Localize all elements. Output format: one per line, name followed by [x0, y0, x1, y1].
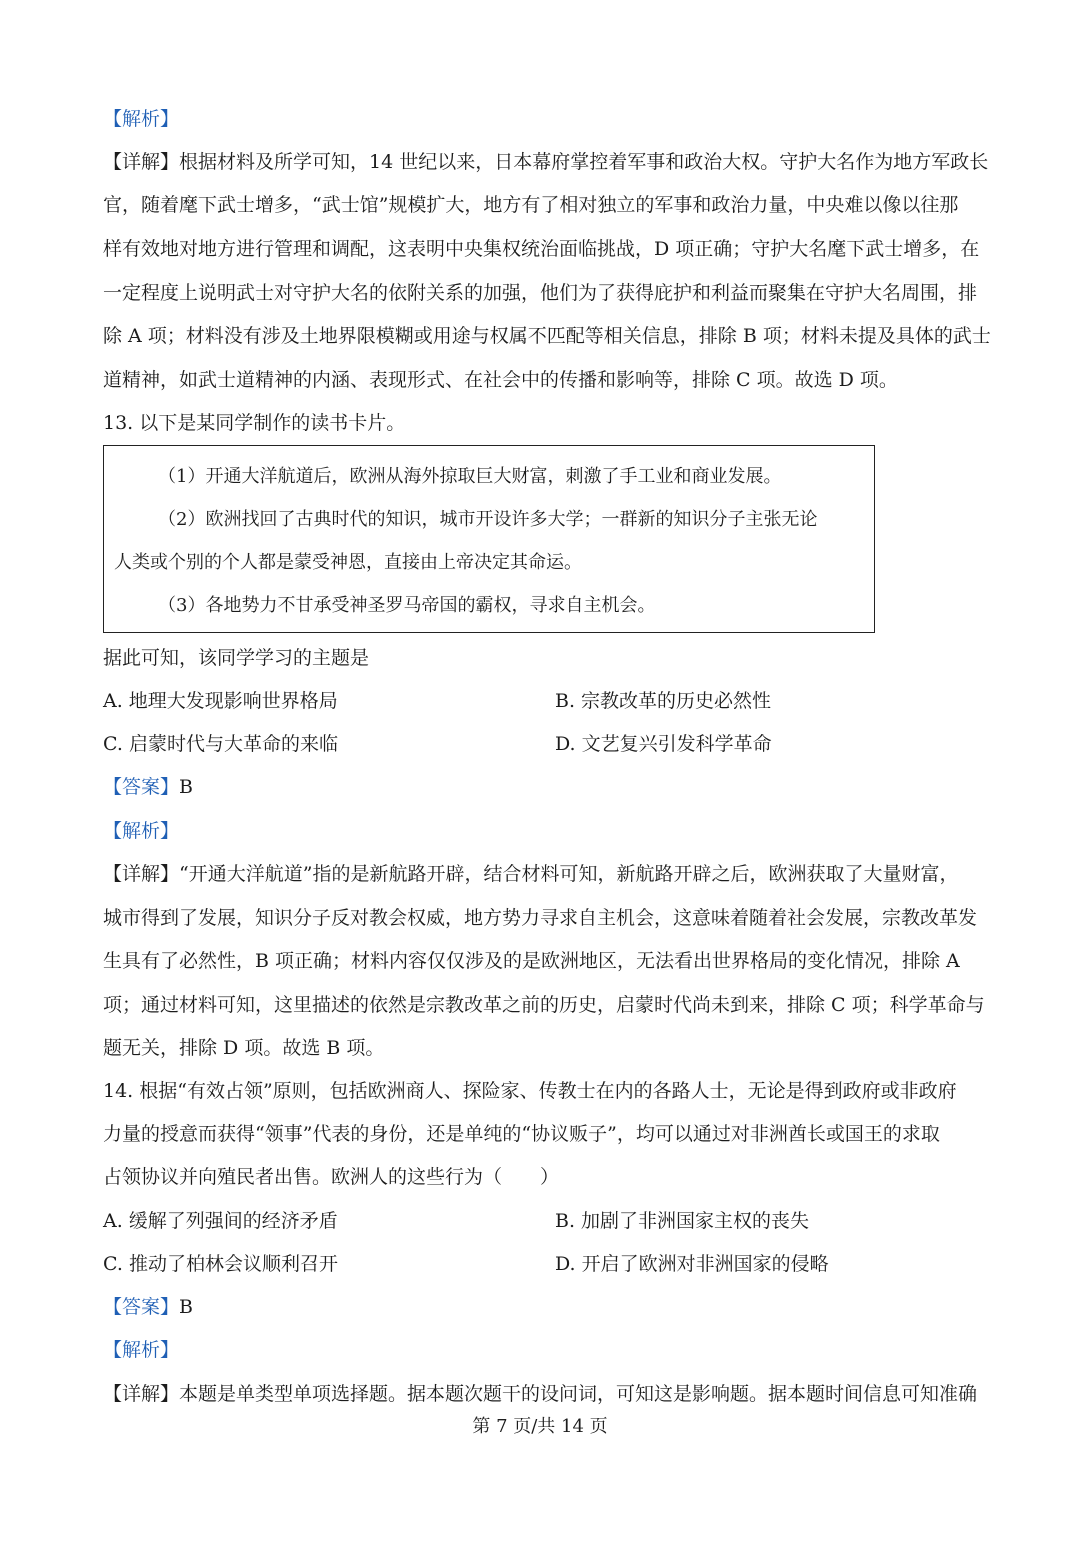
q12-detail-line-2: 官，随着麾下武士增多，“武士馆”规模扩大，地方有了相对独立的军事和政治力量，中央难以像以往那 [103, 194, 959, 216]
q13-question: 据此可知，该同学学习的主题是 [103, 647, 370, 669]
q14-answer-label: 【答案】 [103, 1296, 180, 1318]
q14-option-b: B. 加剧了非洲国家主权的丧失 [555, 1210, 810, 1232]
q12-analysis-label: 【解析】 [103, 108, 180, 130]
q12-detail-line-5: 除 A 项；材料没有涉及土地界限模糊或用途与权属不匹配等相关信息，排除 B 项；材料未提及具体的武士 [103, 325, 991, 347]
q14-stem-line-3: 占领协议并向殖民者出售。欧洲人的这些行为（ ） [103, 1166, 560, 1188]
q14-stem-line-2: 力量的授意而获得“领事”代表的身份，还是单纯的“协议贩子”，均可以通过对非洲酋长或国王的求取 [103, 1123, 940, 1145]
q13-detail-line-4: 项；通过材料可知，这里描述的依然是宗教改革之前的历史，启蒙时代尚未到来，排除 C 项；科学革命与 [103, 994, 985, 1016]
card-line-4: （3）各地势力不甘承受神圣罗马帝国的霸权，寻求自主机会。 [158, 595, 656, 616]
q13-detail-line-5: 题无关，排除 D 项。故选 B 项。 [103, 1037, 385, 1059]
card-line-3: 人类或个别的个人都是蒙受神恩，直接由上帝决定其命运。 [114, 552, 582, 573]
q14-option-d: D. 开启了欧洲对非洲国家的侵略 [555, 1253, 829, 1275]
q12-detail-line-1: 【详解】根据材料及所学可知，14 世纪以来，日本幕府掌控着军事和政治大权。守护大名作为地方军政长 [103, 151, 989, 173]
q13-answer [103, 774, 1003, 800]
q13-answer-label: 【答案】 [103, 776, 180, 798]
q13-detail-line-2: 城市得到了发展，知识分子反对教会权威，地方势力寻求自主机会，这意味着随着社会发展，宗教改革发 [103, 907, 978, 929]
q13-answer-value: B [179, 776, 193, 798]
q14-answer [103, 1294, 1003, 1320]
q13-analysis-label: 【解析】 [103, 820, 180, 842]
card-line-2: （2）欧洲找回了古典时代的知识，城市开设许多大学；一群新的知识分子主张无论 [158, 509, 818, 530]
q14-option-a: A. 缓解了列强间的经济矛盾 [103, 1210, 338, 1232]
reading-card [103, 445, 875, 633]
q13-option-c: C. 启蒙时代与大革命的来临 [103, 733, 338, 755]
q14-option-c: C. 推动了柏林会议顺利召开 [103, 1253, 338, 1275]
q14-analysis-label: 【解析】 [103, 1339, 180, 1361]
q12-detail-line-3: 样有效地对地方进行管理和调配，这表明中央集权统治面临挑战，D 项正确；守护大名麾下武士增多，在 [103, 238, 980, 260]
q13-detail-line-3: 生具有了必然性，B 项正确；材料内容仅仅涉及的是欧洲地区，无法看出世界格局的变化情况，排除 A [103, 950, 960, 972]
q14-stem-line-1: 14. 根据“有效占领”原则，包括欧洲商人、探险家、传教士在内的各路人士，无论是得到政府或非政府 [103, 1080, 957, 1102]
q14-detail-label: 【详解】 [103, 1383, 180, 1405]
q14-answer-value: B [179, 1296, 193, 1318]
q12-detail-line-4: 一定程度上说明武士对守护大名的依附关系的加强，他们为了获得庇护和利益而聚集在守护大名周围，排 [103, 282, 978, 304]
q12-detail-line-6: 道精神，如武士道精神的内涵、表现形式、在社会中的传播和影响等，排除 C 项。故选 D 项。 [103, 369, 898, 391]
q13-option-a: A. 地理大发现影响世界格局 [103, 690, 338, 712]
q12-detail-label: 【详解】 [103, 151, 180, 173]
card-line-1: （1）开通大洋航道后，欧洲从海外掠取巨大财富，刺激了手工业和商业发展。 [158, 466, 782, 487]
q13-detail-line-1: 【详解】“开通大洋航道”指的是新航路开辟，结合材料可知，新航路开辟之后，欧洲获取了大量财富， [103, 863, 959, 885]
page-footer: 第 7 页/共 14 页 [472, 1416, 608, 1437]
q13-option-b: B. 宗教改革的历史必然性 [555, 690, 772, 712]
q13-detail-label: 【详解】 [103, 863, 180, 885]
q13-stem: 13. 以下是某同学制作的读书卡片。 [103, 412, 406, 434]
q14-detail-line-1: 【详解】本题是单类型单项选择题。据本题次题干的设问词，可知这是影响题。据本题时间信息可知准确 [103, 1383, 978, 1405]
q13-option-d: D. 文艺复兴引发科学革命 [555, 733, 772, 755]
